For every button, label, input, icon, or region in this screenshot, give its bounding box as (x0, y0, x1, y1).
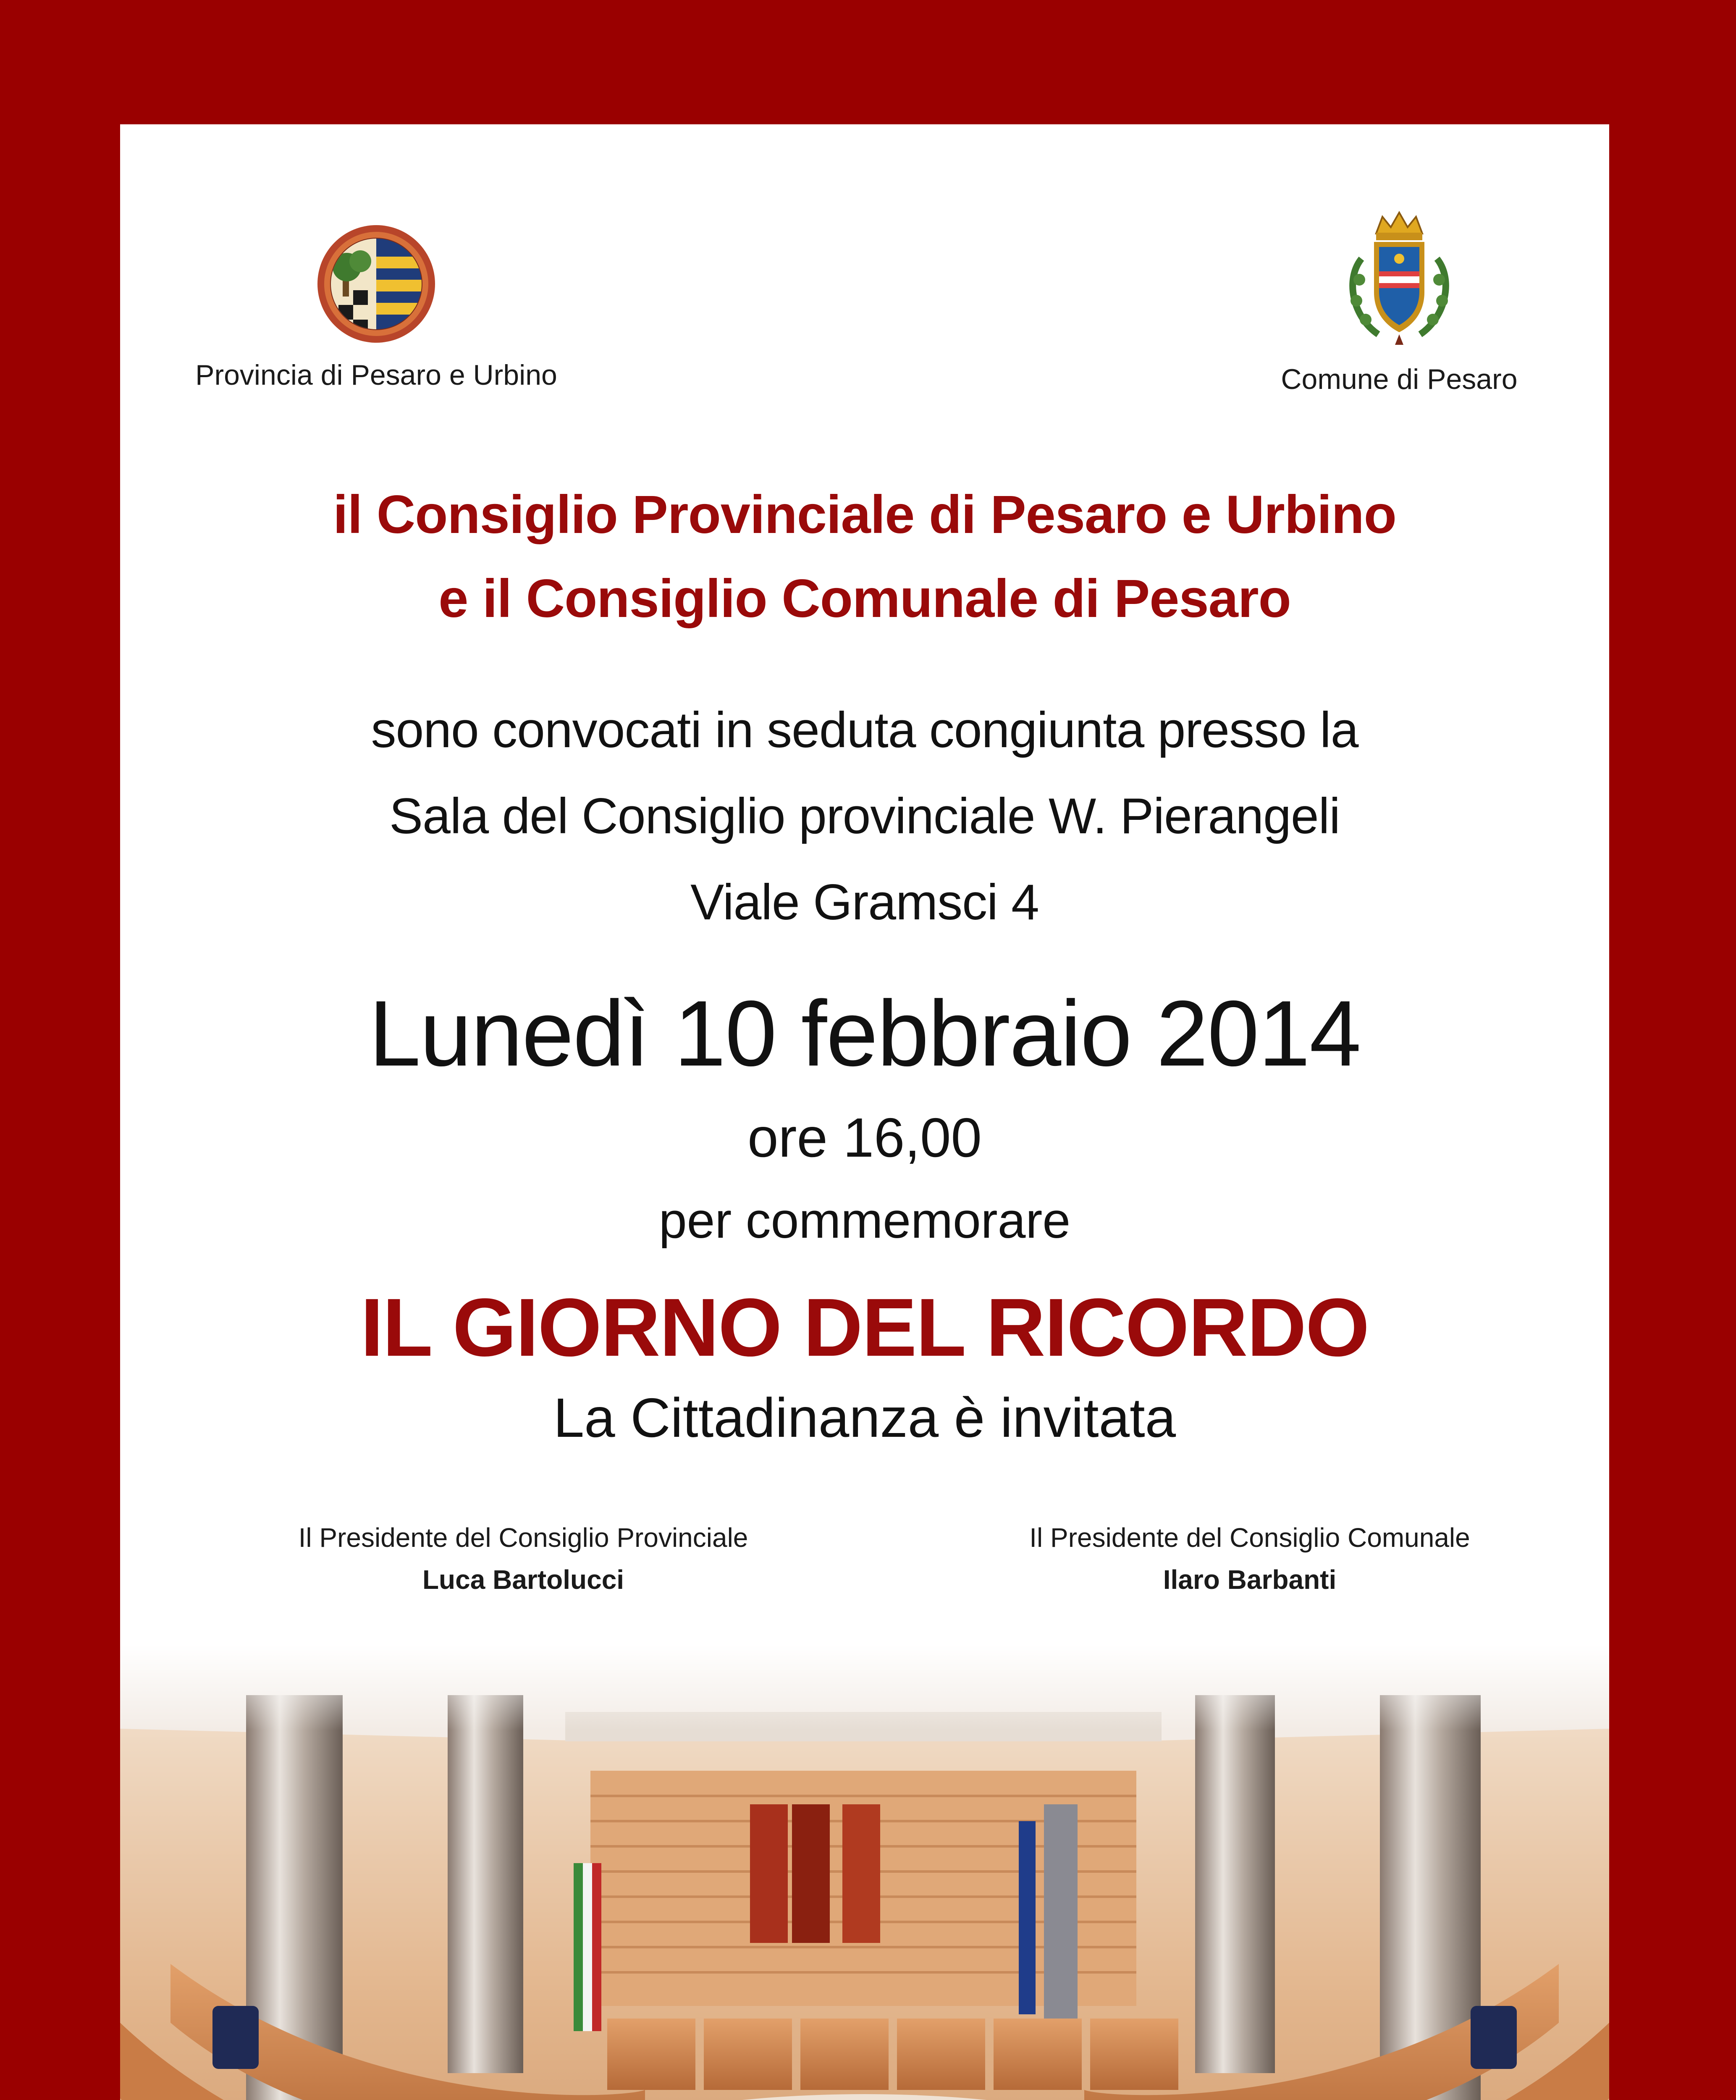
provincia-logo-block (145, 221, 607, 391)
provincia-seal-icon (313, 221, 439, 347)
provincia-label: Provincia di Pesaro e Urbino (195, 359, 557, 391)
venue-line-3: Viale Gramsci 4 (690, 874, 1039, 930)
event-date: Lunedì 10 febbraio 2014 (369, 982, 1361, 1086)
signatory-name: Ilaro Barbanti (1163, 1564, 1337, 1595)
signatory-provincial (208, 1517, 838, 1601)
signatory-role: Il Presidente del Consiglio Comunale (1029, 1522, 1470, 1553)
poster-sheet (120, 124, 1609, 2100)
comune-coat-of-arms-icon (1336, 208, 1462, 351)
signatory-role: Il Presidente del Consiglio Provinciale (298, 1522, 748, 1553)
venue-line-2: Sala del Consiglio provinciale W. Pierangeli (389, 788, 1340, 844)
venue-text (120, 687, 1609, 945)
comune-label: Comune di Pesaro (1281, 363, 1518, 395)
venue-line-1: sono convocati in seduta congiunta presso la (371, 702, 1358, 758)
comune-logo-block (1231, 208, 1567, 396)
council-heading (120, 473, 1609, 641)
invitation-text: La Cittadinanza è invitata (553, 1387, 1176, 1449)
council-heading-line-2: e il Consiglio Comunale di Pesaro (438, 569, 1291, 629)
council-chamber-photo (120, 1645, 1609, 2100)
council-heading-line-1: il Consiglio Provinciale di Pesaro e Urbino (333, 485, 1396, 545)
signatory-municipal (935, 1517, 1565, 1601)
event-title: IL GIORNO DEL RICORDO (360, 1281, 1369, 1373)
event-purpose: per commemorare (658, 1192, 1071, 1249)
event-time: ore 16,00 (747, 1107, 982, 1168)
signatory-name: Luca Bartolucci (422, 1564, 624, 1595)
